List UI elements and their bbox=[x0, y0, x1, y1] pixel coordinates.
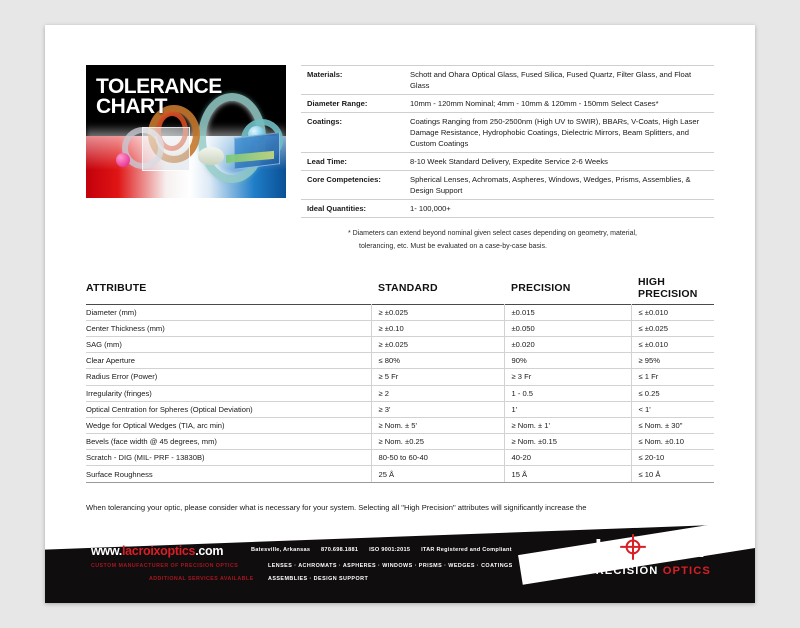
cell-high-precision: ≤ 1 Fr bbox=[631, 369, 714, 385]
table-row bbox=[301, 200, 714, 218]
cell-precision: ±0.050 bbox=[504, 320, 631, 336]
logo-tagline-optics: OPTICS bbox=[662, 565, 711, 577]
specifications-table bbox=[301, 65, 714, 218]
tagline-additional-services: ADDITIONAL SERVICES AVAILABLE bbox=[149, 576, 254, 582]
hero-title-line2: CHART bbox=[96, 95, 167, 119]
contact-location: Batesville, Arkansas bbox=[251, 547, 311, 553]
lacroix-logo[interactable] bbox=[569, 535, 729, 577]
tolerance-table-body bbox=[86, 304, 714, 482]
logo-text-post: ROIX bbox=[642, 533, 704, 563]
optic-sphere-pink-icon bbox=[116, 153, 130, 167]
spec-label: Materials: bbox=[307, 70, 343, 79]
contact-itar-status: ITAR Registered and Compliant bbox=[421, 547, 512, 553]
diameter-footnote bbox=[348, 227, 714, 254]
cell-precision: 40-20 bbox=[504, 450, 631, 466]
cell-precision: 1' bbox=[504, 401, 631, 417]
logo-wordmark bbox=[569, 535, 729, 561]
tolerance-table bbox=[86, 276, 714, 483]
table-row bbox=[86, 304, 714, 320]
note-line1: When tolerancing your optic, please consider what is necessary for your system. Selecting all "High Precision" attributes will significantly increase the bbox=[86, 502, 587, 512]
spec-label: Core Competencies: bbox=[307, 175, 381, 184]
page-footer bbox=[45, 518, 755, 603]
cell-attribute: Diameter (mm) bbox=[86, 304, 371, 320]
column-header-attribute: ATTRIBUTE bbox=[86, 281, 147, 294]
cell-precision: ≥ 3 Fr bbox=[504, 369, 631, 385]
spec-value: 1- 100,000+ bbox=[410, 204, 451, 213]
table-row bbox=[301, 153, 714, 171]
tolerance-table-head bbox=[86, 276, 714, 305]
spec-value: Spherical Lenses, Achromats, Aspheres, Windows, Wedges, Prisms, Assemblies, & Design Support bbox=[410, 175, 691, 195]
product-list-primary: LENSES · ACHROMATS · ASPHERES · WINDOWS · PRISMS · WEDGES · COATINGS bbox=[268, 563, 513, 569]
table-row bbox=[86, 466, 714, 482]
cell-precision: 15 Å bbox=[504, 466, 631, 482]
cell-attribute: Clear Aperture bbox=[86, 353, 371, 369]
optic-dome-icon bbox=[198, 147, 224, 165]
column-header-standard: STANDARD bbox=[378, 281, 438, 294]
table-row bbox=[86, 369, 714, 385]
cell-precision: 90% bbox=[504, 353, 631, 369]
cell-precision: ≥ Nom. ±0.15 bbox=[504, 434, 631, 450]
url-prefix: www. bbox=[91, 544, 122, 558]
column-header-high-precision: HIGH PRECISION bbox=[638, 275, 698, 300]
logo-text-pre: La bbox=[594, 533, 624, 563]
table-row bbox=[301, 66, 714, 95]
cell-high-precision: ≤ ±0.010 bbox=[631, 304, 714, 320]
cell-standard: ≥ Nom. ±0.25 bbox=[371, 434, 504, 450]
cell-precision: ±0.020 bbox=[504, 336, 631, 352]
table-row bbox=[301, 95, 714, 113]
table-row bbox=[86, 336, 714, 352]
cell-standard: ≥ 5 Fr bbox=[371, 369, 504, 385]
url-suffix: .com bbox=[195, 544, 224, 558]
cell-high-precision: ≤ ±0.010 bbox=[631, 336, 714, 352]
hero-title-line1: TOLERANCE bbox=[96, 75, 222, 98]
product-list-secondary: ASSEMBLIES · DESIGN SUPPORT bbox=[268, 576, 369, 582]
footnote-line1: * Diameters can extend beyond nominal given select cases depending on geometry, material, bbox=[348, 230, 637, 237]
url-brand: lacroixoptics bbox=[121, 544, 196, 558]
table-row bbox=[86, 385, 714, 401]
top-section bbox=[45, 25, 755, 218]
cell-precision: ≥ Nom. ± 1' bbox=[504, 417, 631, 433]
cell-standard: ≥ 3' bbox=[371, 401, 504, 417]
hero-title bbox=[96, 77, 222, 117]
cell-attribute: Scratch - DIG (MIL- PRF - 13830B) bbox=[86, 450, 371, 466]
cell-attribute: Irregularity (fringes) bbox=[86, 385, 371, 401]
cell-attribute: Center Thickness (mm) bbox=[86, 320, 371, 336]
cell-high-precision: ≤ 0.25 bbox=[631, 385, 714, 401]
cell-high-precision: ≤ 10 Å bbox=[631, 466, 714, 482]
spec-value: 8-10 Week Standard Delivery, Expedite Service 2-6 Weeks bbox=[410, 157, 608, 166]
table-row bbox=[86, 417, 714, 433]
spec-value: 10mm - 120mm Nominal; 4mm - 10mm & 120mm - 150mm Select Cases* bbox=[410, 99, 659, 108]
website-url[interactable] bbox=[91, 544, 223, 558]
cell-high-precision: ≤ Nom. ± 30" bbox=[631, 417, 714, 433]
cell-high-precision: ≤ ±0.025 bbox=[631, 320, 714, 336]
cell-precision: 1 - 0.5 bbox=[504, 385, 631, 401]
table-row bbox=[86, 401, 714, 417]
cell-high-precision: ≥ 95% bbox=[631, 353, 714, 369]
cell-standard: ≤ 80% bbox=[371, 353, 504, 369]
cell-precision: ±0.015 bbox=[504, 304, 631, 320]
cell-standard: ≥ Nom. ± 5' bbox=[371, 417, 504, 433]
document-page bbox=[45, 25, 755, 603]
cell-attribute: Wedge for Optical Wedges (TIA, arc min) bbox=[86, 417, 371, 433]
table-row bbox=[86, 450, 714, 466]
cell-attribute: Surface Roughness bbox=[86, 466, 371, 482]
column-header-precision: PRECISION bbox=[511, 281, 571, 294]
tolerance-table-header-row bbox=[86, 276, 714, 305]
spec-label: Diameter Range: bbox=[307, 99, 368, 108]
cell-high-precision: ≤ Nom. ±0.10 bbox=[631, 434, 714, 450]
contact-phone[interactable]: 870.698.1881 bbox=[321, 547, 359, 553]
logo-c-wrapper bbox=[624, 535, 642, 561]
logo-tagline bbox=[569, 565, 729, 577]
spec-label: Ideal Quantities: bbox=[307, 204, 367, 213]
cell-standard: ≥ ±0.025 bbox=[371, 304, 504, 320]
spec-label: Lead Time: bbox=[307, 157, 347, 166]
spec-value: Coatings Ranging from 250-2500nm (High UV to SWIR), BBARs, V-Coats, High Laser Damage Resistance, Hydrophobic Coatings, Dielectric Mirrors, Beam Splitters, and Custom Coatings bbox=[410, 117, 700, 148]
cell-standard: ≥ 2 bbox=[371, 385, 504, 401]
cell-standard: 25 Å bbox=[371, 466, 504, 482]
footnote-line2: tolerancing, etc. Must be evaluated on a case-by-case basis. bbox=[359, 243, 547, 251]
cell-attribute: SAG (mm) bbox=[86, 336, 371, 352]
table-row bbox=[301, 113, 714, 153]
cell-standard: ≥ ±0.10 bbox=[371, 320, 504, 336]
spec-label: Coatings: bbox=[307, 117, 343, 126]
cell-high-precision: < 1' bbox=[631, 401, 714, 417]
logo-text-c: C bbox=[623, 533, 643, 563]
table-row bbox=[301, 171, 714, 200]
contact-info bbox=[251, 547, 521, 553]
cell-attribute: Radius Error (Power) bbox=[86, 369, 371, 385]
cell-attribute: Bevels (face width @ 45 degrees, mm) bbox=[86, 434, 371, 450]
cell-standard: ≥ ±0.025 bbox=[371, 336, 504, 352]
cell-attribute: Optical Centration for Spheres (Optical Deviation) bbox=[86, 401, 371, 417]
table-row bbox=[86, 320, 714, 336]
cell-standard: 80-50 to 60-40 bbox=[371, 450, 504, 466]
tolerance-table-wrapper bbox=[86, 276, 714, 483]
optic-prism-clear-icon bbox=[142, 127, 190, 171]
cell-high-precision: ≤ 20-10 bbox=[631, 450, 714, 466]
hero-image bbox=[86, 65, 286, 198]
logo-tagline-precision: PRECISION bbox=[587, 565, 663, 577]
table-row bbox=[86, 353, 714, 369]
table-row bbox=[86, 434, 714, 450]
tagline-custom-manufacturer: CUSTOM MANUFACTURER OF PRECISION OPTICS bbox=[91, 563, 239, 569]
contact-iso-cert: ISO 9001:2015 bbox=[369, 547, 411, 553]
spec-value: Schott and Ohara Optical Glass, Fused Silica, Fused Quartz, Filter Glass, and Float Glass bbox=[410, 70, 692, 90]
